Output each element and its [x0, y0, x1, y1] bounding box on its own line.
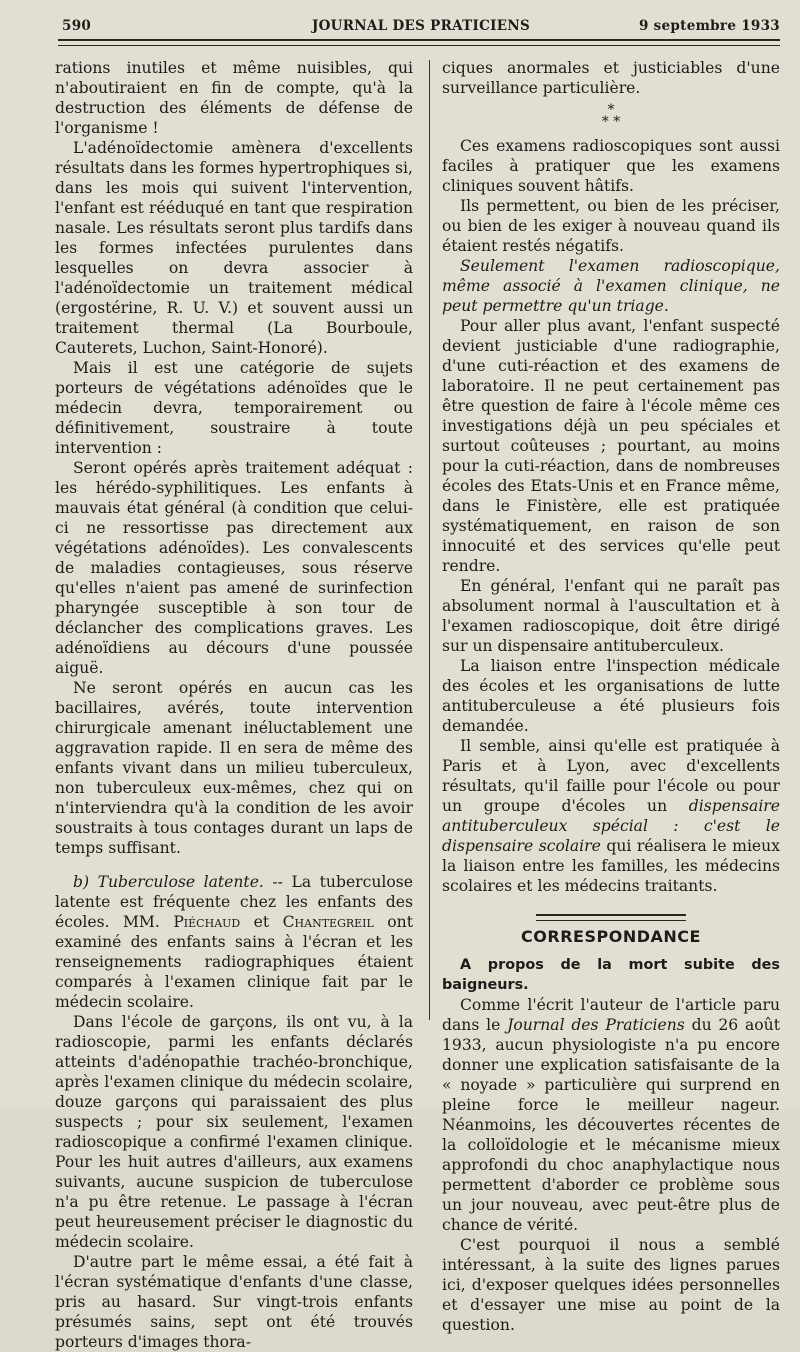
paragraph: Il semble, ainsi qu'elle est pratiquée à Paris et à Lyon, avec d'excellents résultats, qu'il faille pour l'école ou pour un groupe d'écoles un dispensaire antituberculeux spécial : c'est le dispensaire scolaire qui réalisera le mieux la liaison entre les familles, les médecins scolaires et les médecins traitants. [442, 737, 780, 895]
paragraph: D'autre part le même essai, a été fait à l'écran systématique d'enfants d'une classe, pris au hasard. Sur vingt-trois enfants présumés sains, sept ont été trouvés porteurs d'images thora- [55, 1253, 413, 1351]
left-column [55, 58, 413, 1352]
paragraph: C'est pourquoi il nous a semblé intéressant, à la suite des lignes parues ici, d'exposer quelques idées personnelles et d'essayer une mise au point de la question. [442, 1236, 780, 1334]
author-name: Piéchaud [173, 913, 241, 931]
journal-title: JOURNAL DES PRATICIENS [311, 18, 531, 34]
author-name: Chantegreil [282, 913, 374, 931]
section-separator: * * * [601, 102, 621, 130]
paragraph: Mais il est une catégorie de sujets porteurs de végétations adénoïdes que le médecin devra, temporairement ou définitivement, soustraire à toute intervention : [55, 359, 413, 457]
paragraph: En général, l'enfant qui ne paraît pas absolument normal à l'auscultation et à l'examen radioscopique, doit être dirigé sur un dispensaire antituberculeux. [442, 577, 780, 655]
paragraph: Ils permettent, ou bien de les préciser, ou bien de les exiger à nouveau quand ils étaient restés négatifs. [442, 197, 780, 255]
issue-date: 9 septembre 1933 [638, 18, 780, 34]
paragraph: Comme l'écrit l'auteur de l'article paru dans le Journal des Praticiens du 26 août 1933, aucun physiologiste n'a pu encore donner une explication satisfaisante de la « noyade » particulière qui surprend en pleine force le meilleur nageur. Néanmoins, les découvertes récentes de la colloïdologie et le mécanisme mieux approfondi du choc anaphylactique nous permettent d'aborder ce problème sous un jour nouveau, avec peut-être plus de chance de vérité. [442, 996, 780, 1234]
subsection-label: b) Tuberculose latente. [73, 873, 264, 891]
article-title: A propos de la mort subite des baigneurs. [442, 957, 780, 993]
paragraph: Pour aller plus avant, l'enfant suspecté devient justiciable d'une radiographie, d'une cuti-réaction et des examens de laboratoire. Il ne peut certainement pas être question de faire à l'école même ces investigations déjà un peu spéciales et surtout coûteuses ; pourtant, au moins pour la cuti-réaction, dans de nombreuses écoles des Etats-Unis et en France même, dans le Finistère, elle est pratiquée systématiquement, en raison de son innocuité et des services qu'elle peut rendre. [442, 317, 780, 575]
section-title: CORRESPONDANCE [521, 927, 701, 946]
column-divider [429, 60, 430, 1020]
paragraph: rations inutiles et même nuisibles, qui n'aboutiraient en fin de compte, qu'à la destruction des éléments de défense de l'organisme ! [55, 59, 413, 137]
paragraph: Ne seront opérés en aucun cas les bacillaires, avérés, toute intervention chirurgicale amenant inéluctablement une aggravation rapide. Il en sera de même des enfants vivant dans un milieu tuberculeux, non tuberculeux eux-mêmes, chez qui on n'interviendra qu'à la condition de les avoir soustraits à tous contages durant un laps de temps suffisant. [55, 679, 413, 857]
page-number: 590 [62, 18, 92, 34]
paragraph: La liaison entre l'inspection médicale des écoles et les organisations de lutte antituberculeuse a été plusieurs fois demandée. [442, 657, 780, 735]
right-column [442, 58, 780, 1335]
paragraph-tuberculose-latente: b) Tuberculose latente. -- La tuberculose latente est fréquente chez les enfants des écoles. MM. Piéchaud et Chantegreil ont examiné des enfants sains à l'écran et les renseignements radiographiques étaient comparés à l'examen clinique fait par le médecin scolaire. [55, 873, 414, 1011]
section-rule [536, 914, 686, 921]
paragraph: Ces examens radioscopiques sont aussi faciles à pratiquer que les examens cliniques souvent hâtifs. [442, 137, 780, 195]
paragraph: Seulement l'examen radioscopique, même associé à l'examen clinique, ne peut permettre qu'un triage. [442, 257, 780, 315]
header-rule [58, 39, 780, 46]
paragraph: L'adénoïdectomie amènera d'excellents résultats dans les formes hypertrophiques si, dans les mois qui suivent l'intervention, l'enfant est rééduqué en tant que respiration nasale. Les résultats seront plus tardifs dans les formes infectées purulentes dans lesquelles on devra associer à l'adénoïdectomie un traitement médical (ergostérine, R. U. V.) et souvent aussi un traitement thermal (La Bourboule, Cauterets, Luchon, Saint-Honoré). [55, 139, 413, 357]
paragraph: Seront opérés après traitement adéquat : les hérédo-syphilitiques. Les enfants à mauvais état général (à condition que celui-ci ne ressortisse pas directement aux végétations adénoïdes). Les convalescents de maladies contagieuses, sous réserve qu'elles n'aient pas amené de surinfection pharyngée susceptible à son tour de déclancher des complications graves. Les adénoïdiens au décours d'une poussée aiguë. [55, 459, 413, 677]
page-header [62, 14, 780, 36]
paragraph: ciques anormales et justiciables d'une surveillance particulière. [442, 59, 780, 97]
paragraph: Dans l'école de garçons, ils ont vu, à la radioscopie, parmi les enfants déclarés atteints d'adénopathie trachéo-bronchique, après l'examen clinique du médecin scolaire, douze garçons qui paraissaient des plus suspects ; pour six seulement, l'examen radioscopique a confirmé l'examen clinique. Pour les huit autres d'ailleurs, aux examens suivants, aucune suspicion de tuberculose n'a pu être retenue. Le passage à l'écran peut heureusement préciser le diagnostic du médecin scolaire. [55, 1013, 413, 1251]
